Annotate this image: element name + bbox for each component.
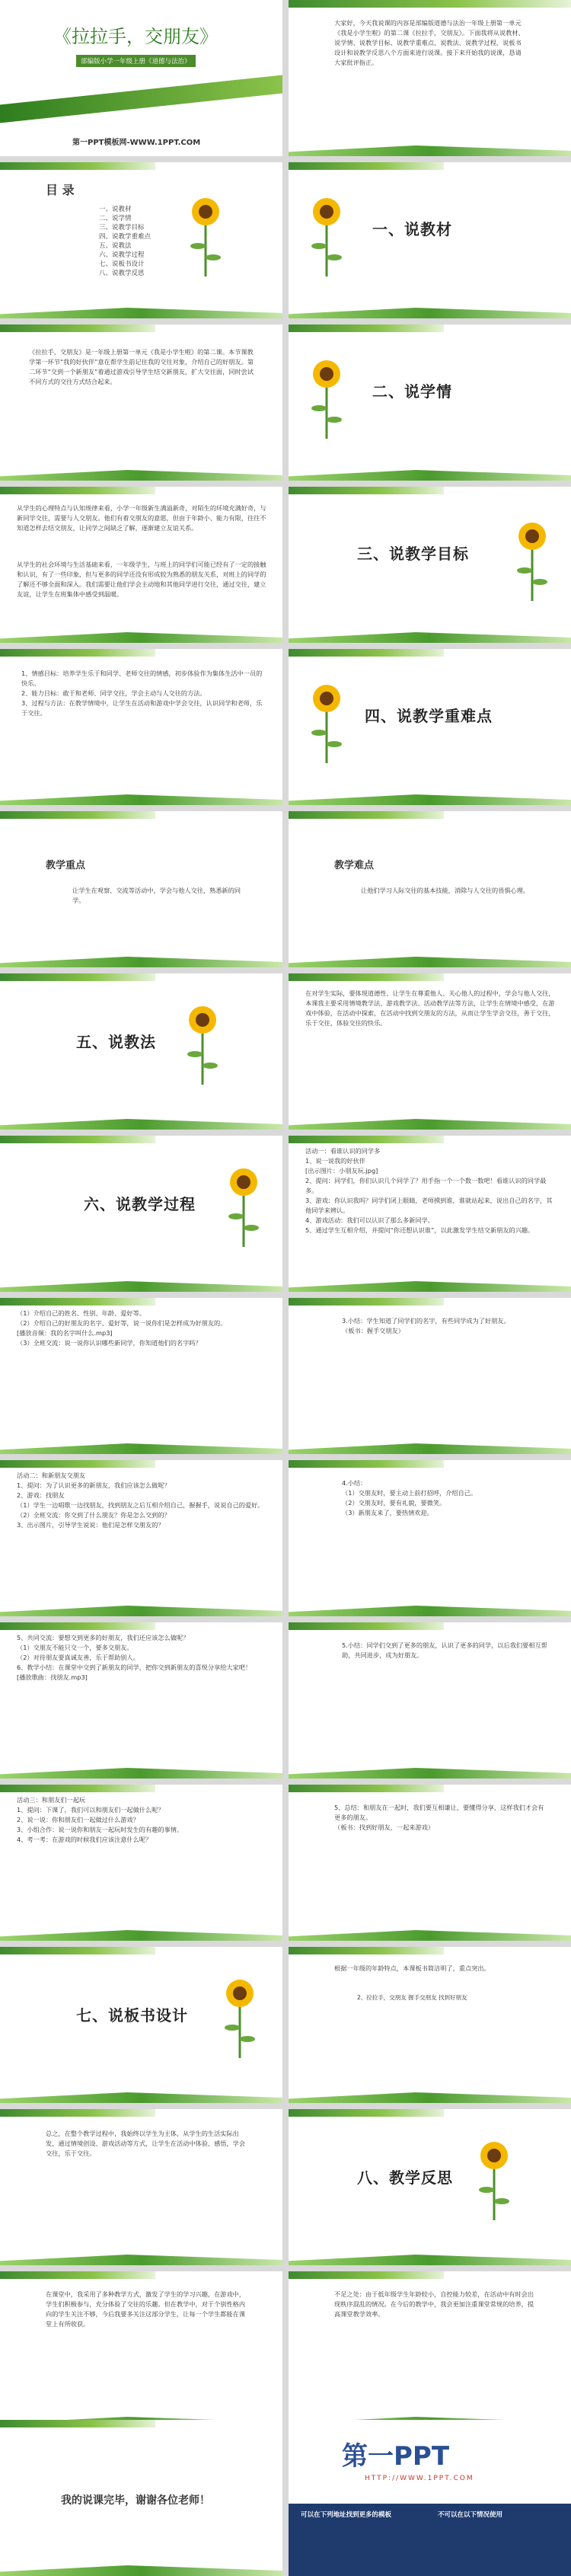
- reflection-text: 在课堂中，我采用了多种教学方式，激发了学生的学习兴趣，在游戏中，学生们积极参与，充分体验了交往的乐趣。但在教学中，对于个别性格内向的学生关注不够，今后我要多关注这部分学生，让每一个学生都能在课堂上有所收获。: [46, 2290, 246, 2328]
- top-stripe: [289, 324, 444, 332]
- bottom-stripe: [289, 1443, 571, 1454]
- cover-title: 《拉拉手，交朋友》: [53, 26, 218, 47]
- top-stripe: [289, 649, 444, 657]
- bottom-stripe: [0, 1443, 282, 1454]
- slide-activity-1b: [0, 1298, 282, 1454]
- bottom-stripe: [289, 2255, 571, 2265]
- slide-section-2: [289, 324, 571, 481]
- section-title: 八、教学反思: [357, 2169, 453, 2187]
- top-stripe: [0, 973, 155, 981]
- toc-item[interactable]: 六、说教学过程: [99, 251, 145, 259]
- slide-summary-3: [289, 1622, 571, 1779]
- slide-goals: [0, 649, 282, 805]
- slide-activity-3: [0, 1785, 282, 1941]
- bottom-stripe: [0, 2092, 282, 2103]
- slide-difficulty: [289, 811, 571, 967]
- toc-list: [99, 205, 151, 278]
- top-stripe: [0, 1298, 155, 1306]
- slide-summary-2: [289, 1460, 571, 1616]
- cover-site: 第一PPT模板网-WWW.1PPT.COM: [72, 139, 201, 147]
- slide-textbook: [0, 324, 282, 481]
- sunflower-icon: [180, 1001, 225, 1085]
- sunflower-icon: [304, 679, 349, 763]
- slide-board: [289, 1947, 571, 2103]
- top-stripe: [289, 0, 571, 8]
- section-title: 五、说教法: [76, 1033, 156, 1051]
- activity-1b-text: （1）介绍自己的姓名、性别、年龄、爱好等。 （2）介绍自己的好朋友的名字、爱好等，说一说你们是怎样成为好朋友的。 [播放音频：我的名字叫什么.mp3] （3）全班交流：说一说你认识哪些新同学，你知道他们的名字吗？: [17, 1309, 227, 1347]
- bottom-stripe: [289, 470, 571, 481]
- top-stripe: [0, 1136, 155, 1143]
- end-logo: 第一PPT: [342, 2441, 450, 2472]
- sunflower-icon: [471, 2137, 517, 2220]
- top-stripe: [289, 162, 444, 170]
- bottom-stripe: [289, 145, 571, 156]
- methods-text: 在对学生实际，要体现道德性、让学生在尊重他人、关心他人的过程中，学会与他人交往，本课我主要采用情境教学法、游戏教学法、活动教学法等方法，让学生在情境中感受，在游戏中体验，在活动中探索，在活动中找到交朋友的方法，从而让学生学会交往，善于交往，乐于交往，体验交往的快乐。: [305, 989, 555, 1027]
- toc-heading: 目 录: [46, 183, 75, 197]
- section-title: 一、说教材: [372, 220, 452, 238]
- bottom-stripe: [0, 1281, 282, 1292]
- top-stripe: [289, 487, 444, 494]
- slide-end: [289, 2420, 571, 2576]
- activity-3-text: 活动三：和朋友们一起玩 1、提问：下课了，我们可以和朋友们一起做什么呢？ 2、说一说：你和朋友们一起做过什么游戏？ 3、小组合作：说一说你和朋友一起玩时发生的有趣的事情。 4、考一考：在游戏的时候我们应该注意什么呢？: [17, 1796, 183, 1843]
- bottom-stripe: [0, 2565, 282, 2576]
- slide-section-1: [289, 162, 571, 318]
- bottom-stripe: [0, 957, 282, 967]
- end-col-2: 不可以在以下情况使用: [438, 2511, 503, 2519]
- top-stripe: [289, 1947, 444, 1954]
- bottom-stripe: [0, 308, 282, 318]
- toc-item[interactable]: 五、说教法: [99, 242, 132, 250]
- slide-summary-1: [289, 1298, 571, 1454]
- sunflower-icon: [183, 193, 228, 276]
- slide-thanks: [0, 2420, 282, 2576]
- top-stripe: [0, 162, 155, 170]
- end-site: HTTP://WWW.1PPT.COM: [365, 2475, 474, 2482]
- sunflower-icon: [509, 517, 555, 601]
- bottom-stripe: [289, 1281, 571, 1292]
- bottom-stripe: [0, 1768, 282, 1779]
- slide-methods: [289, 973, 571, 1130]
- bottom-stripe: [289, 1606, 571, 1616]
- slide-intro: [289, 0, 571, 156]
- key-point-text: 让学生在观察、交流等活动中，学会与他人交往，熟悉新的同学。: [72, 887, 241, 904]
- activity-1-text: 活动一：看谁认识的同学多 1、说一说我的好伙伴 [出示图片：小朋友玩.jpg] 2、提问：同学们，你们认识几个同学了？用手指一个一个数一数吧！看谁认识的同学最多。 3、游戏：你认识我吗？同学们闭上眼睛，老师摸到谁，谁就站起来，说出自己的名字，其他同学来辨认。 4、游戏活动：我们可以认识了那么多新同学。 5、通过学生互相介绍，并提问“你还想认识谁”，以此激发学生结交新朋友的兴趣。: [305, 1147, 553, 1234]
- bottom-stripe: [0, 1119, 282, 1130]
- slide-section-5: [0, 973, 282, 1130]
- slide-reflection: [0, 2271, 282, 2427]
- top-stripe: [289, 1298, 444, 1306]
- toc-item[interactable]: 七、说板书设计: [99, 260, 145, 268]
- top-stripe: [0, 649, 155, 657]
- slide-shortcomings: [289, 2271, 571, 2427]
- section-title: 二、说学情: [372, 382, 452, 401]
- thanks-text: 我的说课完毕，谢谢各位老师！: [61, 2495, 210, 2507]
- top-stripe: [289, 1136, 444, 1143]
- cover-subtitle: 部编版小学一年级上册《道德与法治》: [76, 55, 196, 67]
- sunflower-icon: [221, 1163, 266, 1247]
- top-stripe: [289, 811, 444, 819]
- activity-2-text: 活动二：和新朋友交朋友 1、提问：为了认识更多的新朋友，我们应该怎么做呢？ 2、游戏：找朋友 （1）学生一边唱歌一边找朋友，找到朋友之后互相介绍自己，握握手，说说自己的爱好。 （2）全班交流：你交到了什么朋友？你是怎么交到的？ 3、出示图片，引导学生说说：他们是怎样交朋友的？: [17, 1472, 264, 1529]
- bottom-stripe: [289, 1768, 571, 1779]
- top-stripe: [0, 1947, 155, 1954]
- board-content: 2、拉拉手，交朋友 握手交朋友 找到好朋友: [357, 1994, 467, 2001]
- section-title: 三、说教学目标: [357, 545, 469, 563]
- top-stripe: [289, 1622, 444, 1630]
- slide-activity-2: [0, 1460, 282, 1616]
- bottom-stripe: [0, 470, 282, 481]
- slide-section-7: [0, 1947, 282, 2103]
- bottom-stripe: [0, 1606, 282, 1616]
- top-stripe: [0, 487, 155, 494]
- summary-3-text: 5.小结：同学们交到了更多的朋友，认识了更多的同学，以后我们要相互帮助，共同进步，成为好朋友。: [342, 1641, 547, 1659]
- slide-section-6: [0, 1136, 282, 1292]
- summary-2-text: 4.小结： （1）交朋友时，要主动上前打招呼，介绍自己。 （2）交朋友时，要有礼貌，要微笑。 （3）新朋友来了，要热情欢迎。: [342, 1479, 477, 1517]
- key-point-heading: 教学重点: [46, 860, 86, 871]
- toc-item[interactable]: 八、说教学反思: [99, 270, 145, 277]
- slide-section-3: [289, 487, 571, 643]
- difficulty-text: 让他们学习人际交往的基本技能，消除与人交往的畏惧心理。: [361, 887, 530, 894]
- top-stripe: [289, 2271, 444, 2279]
- textbook-text: 《拉拉手，交朋友》是一年级上册第一单元《我是小学生啦》的第二课。本节课教学第一环节“我的好伙伴”意在帮学生前记住我的交往对象，介绍自己的好朋友。第二环节“交到一个新朋友”着通过游戏引导学生结交新朋友，扩大交往面，同时尝试不同方式的交往方式结合起来。: [29, 348, 254, 385]
- bottom-stripe: [0, 2255, 282, 2265]
- slide-learners: [0, 487, 282, 643]
- bottom-stripe: [289, 957, 571, 967]
- learners-text-1: 从学生的心理特点与认知规律来看，小学一年级新生满溢新奇，对陌生的环境充满好奇，与新同学交往，需要与人交朋友。他们有着交朋友的意愿，但由于年龄小、能力有限，往往不知道怎样去结交朋友，让同学之间缺乏了解，逐渐建立友谊关系。: [17, 504, 266, 532]
- top-stripe: [0, 2420, 155, 2427]
- sunflower-icon: [304, 193, 349, 276]
- shortcomings-text: 不足之处：由于低年级学生年龄较小，自控能力较差，在活动中有时会出现秩序混乱的情况。在今后的教学中，我会更加注重课堂常规的培养，提高课堂教学效率。: [334, 2290, 534, 2318]
- sunflower-icon: [217, 1974, 263, 2058]
- top-stripe: [289, 973, 444, 981]
- slide-key-point: [0, 811, 282, 967]
- bottom-stripe: [0, 794, 282, 805]
- slide-activity-2b: [0, 1622, 282, 1779]
- sunflower-icon: [304, 355, 349, 439]
- top-stripe: [0, 811, 155, 819]
- bottom-stripe: [289, 1930, 571, 1941]
- bottom-stripe: [289, 1119, 571, 1130]
- bottom-stripe: [289, 308, 571, 318]
- top-stripe: [0, 1622, 155, 1630]
- slide-section-4: [289, 649, 571, 805]
- bottom-stripe: [289, 2092, 571, 2103]
- slide-summary-4: [289, 1785, 571, 1941]
- top-stripe: [289, 2109, 444, 2117]
- summary-1-text: 3.小结：学生知道了同学们的名字，有些同学成为了好朋友。 （板书：握手交朋友）: [342, 1317, 510, 1334]
- top-stripe: [0, 2271, 155, 2279]
- difficulty-heading: 教学难点: [334, 860, 375, 871]
- goals-text: 1、情感目标：培养学生乐于和同学、老师交往的情感，初步体验作为集体生活中一员的快乐。 2、能力目标：敢于和老师、同学交往，学会主动与人交往的方法。 3、过程与方法：在教学情境中，让学生在活动和游戏中学会交往，认识同学和老师，乐于交往。: [21, 670, 263, 717]
- bottom-stripe: [0, 1930, 282, 1941]
- slide-section-8: [289, 2109, 571, 2265]
- slide-reflection-intro: [0, 2109, 282, 2265]
- toc-item[interactable]: 三、说教学目标: [99, 224, 145, 232]
- slide-cover: [0, 0, 282, 156]
- bottom-stripe: [289, 794, 571, 805]
- section-title: 六、说教学过程: [84, 1195, 196, 1213]
- reflection-intro-text: 总之，在整个教学过程中，我始终以学生为主体，从学生的生活实际出发，通过情境创设、游戏活动等方式，让学生在活动中体验、感悟，学会交往，乐于交往。: [46, 2130, 246, 2157]
- section-title: 四、说教学重难点: [365, 707, 493, 725]
- end-col-1: 可以在下列地址找到更多的模板: [301, 2511, 392, 2519]
- end-top-panel: [289, 2420, 571, 2504]
- cover-green-band: [0, 75, 282, 123]
- bottom-stripe: [0, 632, 282, 643]
- slide-activity-1: [289, 1136, 571, 1292]
- board-text: 根据一年级的年龄特点，本课板书简洁明了，重点突出。: [334, 1964, 490, 1972]
- top-stripe: [0, 2109, 155, 2117]
- toc-item[interactable]: 一、说教材: [99, 206, 132, 213]
- learners-text-2: 从学生的社会环境与生活基础来看，一年级学生，与班上的同学们可能已经有了一定的接触和认识，有了一些印象，但与更多的同学还没有形成较为熟悉的朋友关系，对班上的同学的了解还不够全面和深入。我们需要让他们学会主动地和其他同学进行交往，通过交往，建立友谊，让学生在班集体中感受到温暖。: [17, 561, 266, 598]
- top-stripe: [0, 324, 155, 332]
- section-title: 七、说板书设计: [76, 2006, 188, 2025]
- top-stripe: [289, 1460, 444, 1468]
- top-stripe: [0, 1460, 155, 1468]
- summary-4-text: 5、总结：和朋友在一起时，我们要互相谦让，要懂得分享，这样我们才会有更多的朋友。 （板书：找到好朋友，一起来游戏）: [334, 1804, 544, 1831]
- intro-text: 大家好，今天我说课的内容是部编版道德与法治一年级上册第一单元《我是小学生啦》的第二课《拉拉手，交朋友》。下面我将从说教材、说学情、说教学目标、说教学重难点、说教法、说教学过程、说板书设计和说教学反思八个方面来进行说课。接下来开始我的说课，恳请大家批评指正。: [334, 19, 525, 66]
- slide-toc: [0, 162, 282, 318]
- toc-item[interactable]: 四、说教学重难点: [99, 233, 152, 241]
- top-stripe: [0, 1785, 155, 1792]
- activity-2b-text: 5、共同交流：要想交到更多的好朋友，我们还应该怎么做呢？ （1）交朋友不能只交一个，要多交朋友。 （2）对待朋友要真诚友善，乐于帮助别人。 6、教学小结：在课堂中交到了新朋友的同学，把你交到新朋友的喜悦分享给大家吧！ [播放歌曲：找朋友.mp3]: [17, 1634, 252, 1681]
- bottom-stripe: [289, 632, 571, 643]
- toc-item[interactable]: 二、说学情: [99, 215, 132, 222]
- top-stripe: [289, 1785, 444, 1792]
